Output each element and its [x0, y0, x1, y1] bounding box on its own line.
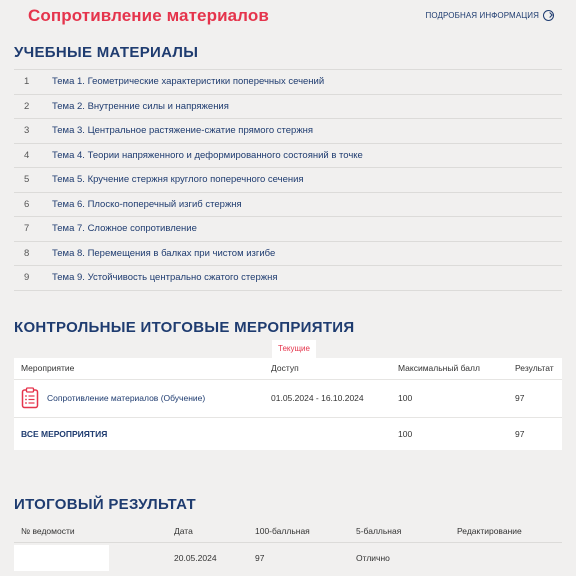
material-topic: Тема 9. Устойчивость центрально сжатого стержня: [52, 272, 278, 284]
material-num: 8: [24, 247, 30, 259]
material-item-6[interactable]: [14, 193, 562, 218]
table-row: [14, 543, 562, 573]
results-header-row: [14, 521, 562, 543]
material-topic: Тема 4. Теории напряженного и деформированного состояний в точке: [52, 149, 363, 161]
material-topic: Тема 2. Внутренние силы и напряжения: [52, 100, 229, 112]
sheet-number-box: [14, 545, 109, 571]
events-header-row: [14, 358, 562, 380]
events-heading: КОНТРОЛЬНЫЕ ИТОГОВЫЕ МЕРОПРИЯТИЯ: [14, 318, 355, 336]
material-topic: Тема 3. Центральное растяжение-сжатие прямого стержня: [52, 125, 314, 137]
result-score-100: 97: [255, 552, 265, 563]
column-header: Доступ: [271, 363, 299, 373]
result-score-5: Отлично: [356, 552, 390, 563]
event-cell: [14, 387, 264, 409]
event-access: 01.05.2024 - 16.10.2024: [271, 393, 364, 403]
total-label: ВСЕ МЕРОПРИЯТИЯ: [21, 428, 108, 439]
table-row: [14, 380, 562, 418]
results-table: [14, 521, 562, 573]
material-topic: Тема 7. Сложное сопротивление: [52, 223, 197, 235]
material-topic: Тема 1. Геометрические характеристики поперечных сечений: [52, 76, 325, 88]
materials-heading: УЧЕБНЫЕ МАТЕРИАЛЫ: [14, 44, 199, 61]
column-header: 5-балльная: [356, 526, 402, 536]
material-num: 6: [24, 198, 30, 210]
course-title: Сопротивление материалов: [28, 6, 269, 25]
material-item-5[interactable]: [14, 168, 562, 193]
material-num: 4: [24, 149, 30, 161]
column-header: Редактирование: [457, 526, 522, 536]
clipboard-icon: [21, 387, 39, 409]
events-table: [14, 358, 562, 450]
material-topic: Тема 6. Плоско-поперечный изгиб стержня: [52, 198, 242, 210]
tab-current[interactable]: Текущие: [272, 340, 316, 358]
column-header: 100-балльная: [255, 526, 310, 536]
material-topic: Тема 5. Кручение стержня круглого поперечного сечения: [52, 174, 304, 186]
column-header: Результат: [515, 363, 554, 373]
result-date: 20.05.2024: [174, 552, 217, 563]
material-item-3[interactable]: [14, 119, 562, 144]
events-tabs: [14, 340, 562, 358]
results-heading: ИТОГОВЫЙ РЕЗУЛЬТАТ: [14, 495, 196, 513]
column-header: Мероприятие: [21, 363, 75, 373]
material-item-8[interactable]: [14, 242, 562, 267]
material-item-1[interactable]: [14, 70, 562, 95]
material-item-4[interactable]: [14, 144, 562, 169]
event-link[interactable]: Сопротивление материалов (Обучение): [47, 393, 206, 403]
event-max: 100: [398, 393, 413, 403]
material-num: 9: [24, 272, 30, 284]
more-info-label: ПОДРОБНАЯ ИНФОРМАЦИЯ: [425, 11, 539, 20]
chevron-circle-icon: [543, 10, 554, 21]
material-topic: Тема 8. Перемещения в балках при чистом изгибе: [52, 247, 276, 259]
material-item-2[interactable]: [14, 95, 562, 120]
total-result: 97: [515, 428, 525, 439]
material-num: 7: [24, 223, 30, 235]
material-item-7[interactable]: [14, 217, 562, 242]
top-bar: [14, 0, 562, 34]
column-header: Дата: [174, 526, 193, 536]
total-max: 100: [398, 428, 413, 439]
event-result: 97: [515, 393, 525, 403]
material-num: 5: [24, 174, 30, 186]
column-header: № ведомости: [21, 526, 75, 536]
material-item-9[interactable]: [14, 266, 562, 291]
materials-list: [14, 69, 562, 291]
sheet-cell: [14, 545, 167, 571]
more-info-link[interactable]: [426, 10, 554, 21]
material-num: 1: [24, 76, 30, 88]
material-num: 2: [24, 100, 30, 112]
material-num: 3: [24, 125, 30, 137]
events-total-row: [14, 418, 562, 450]
column-header: Максимальный балл: [398, 363, 480, 373]
